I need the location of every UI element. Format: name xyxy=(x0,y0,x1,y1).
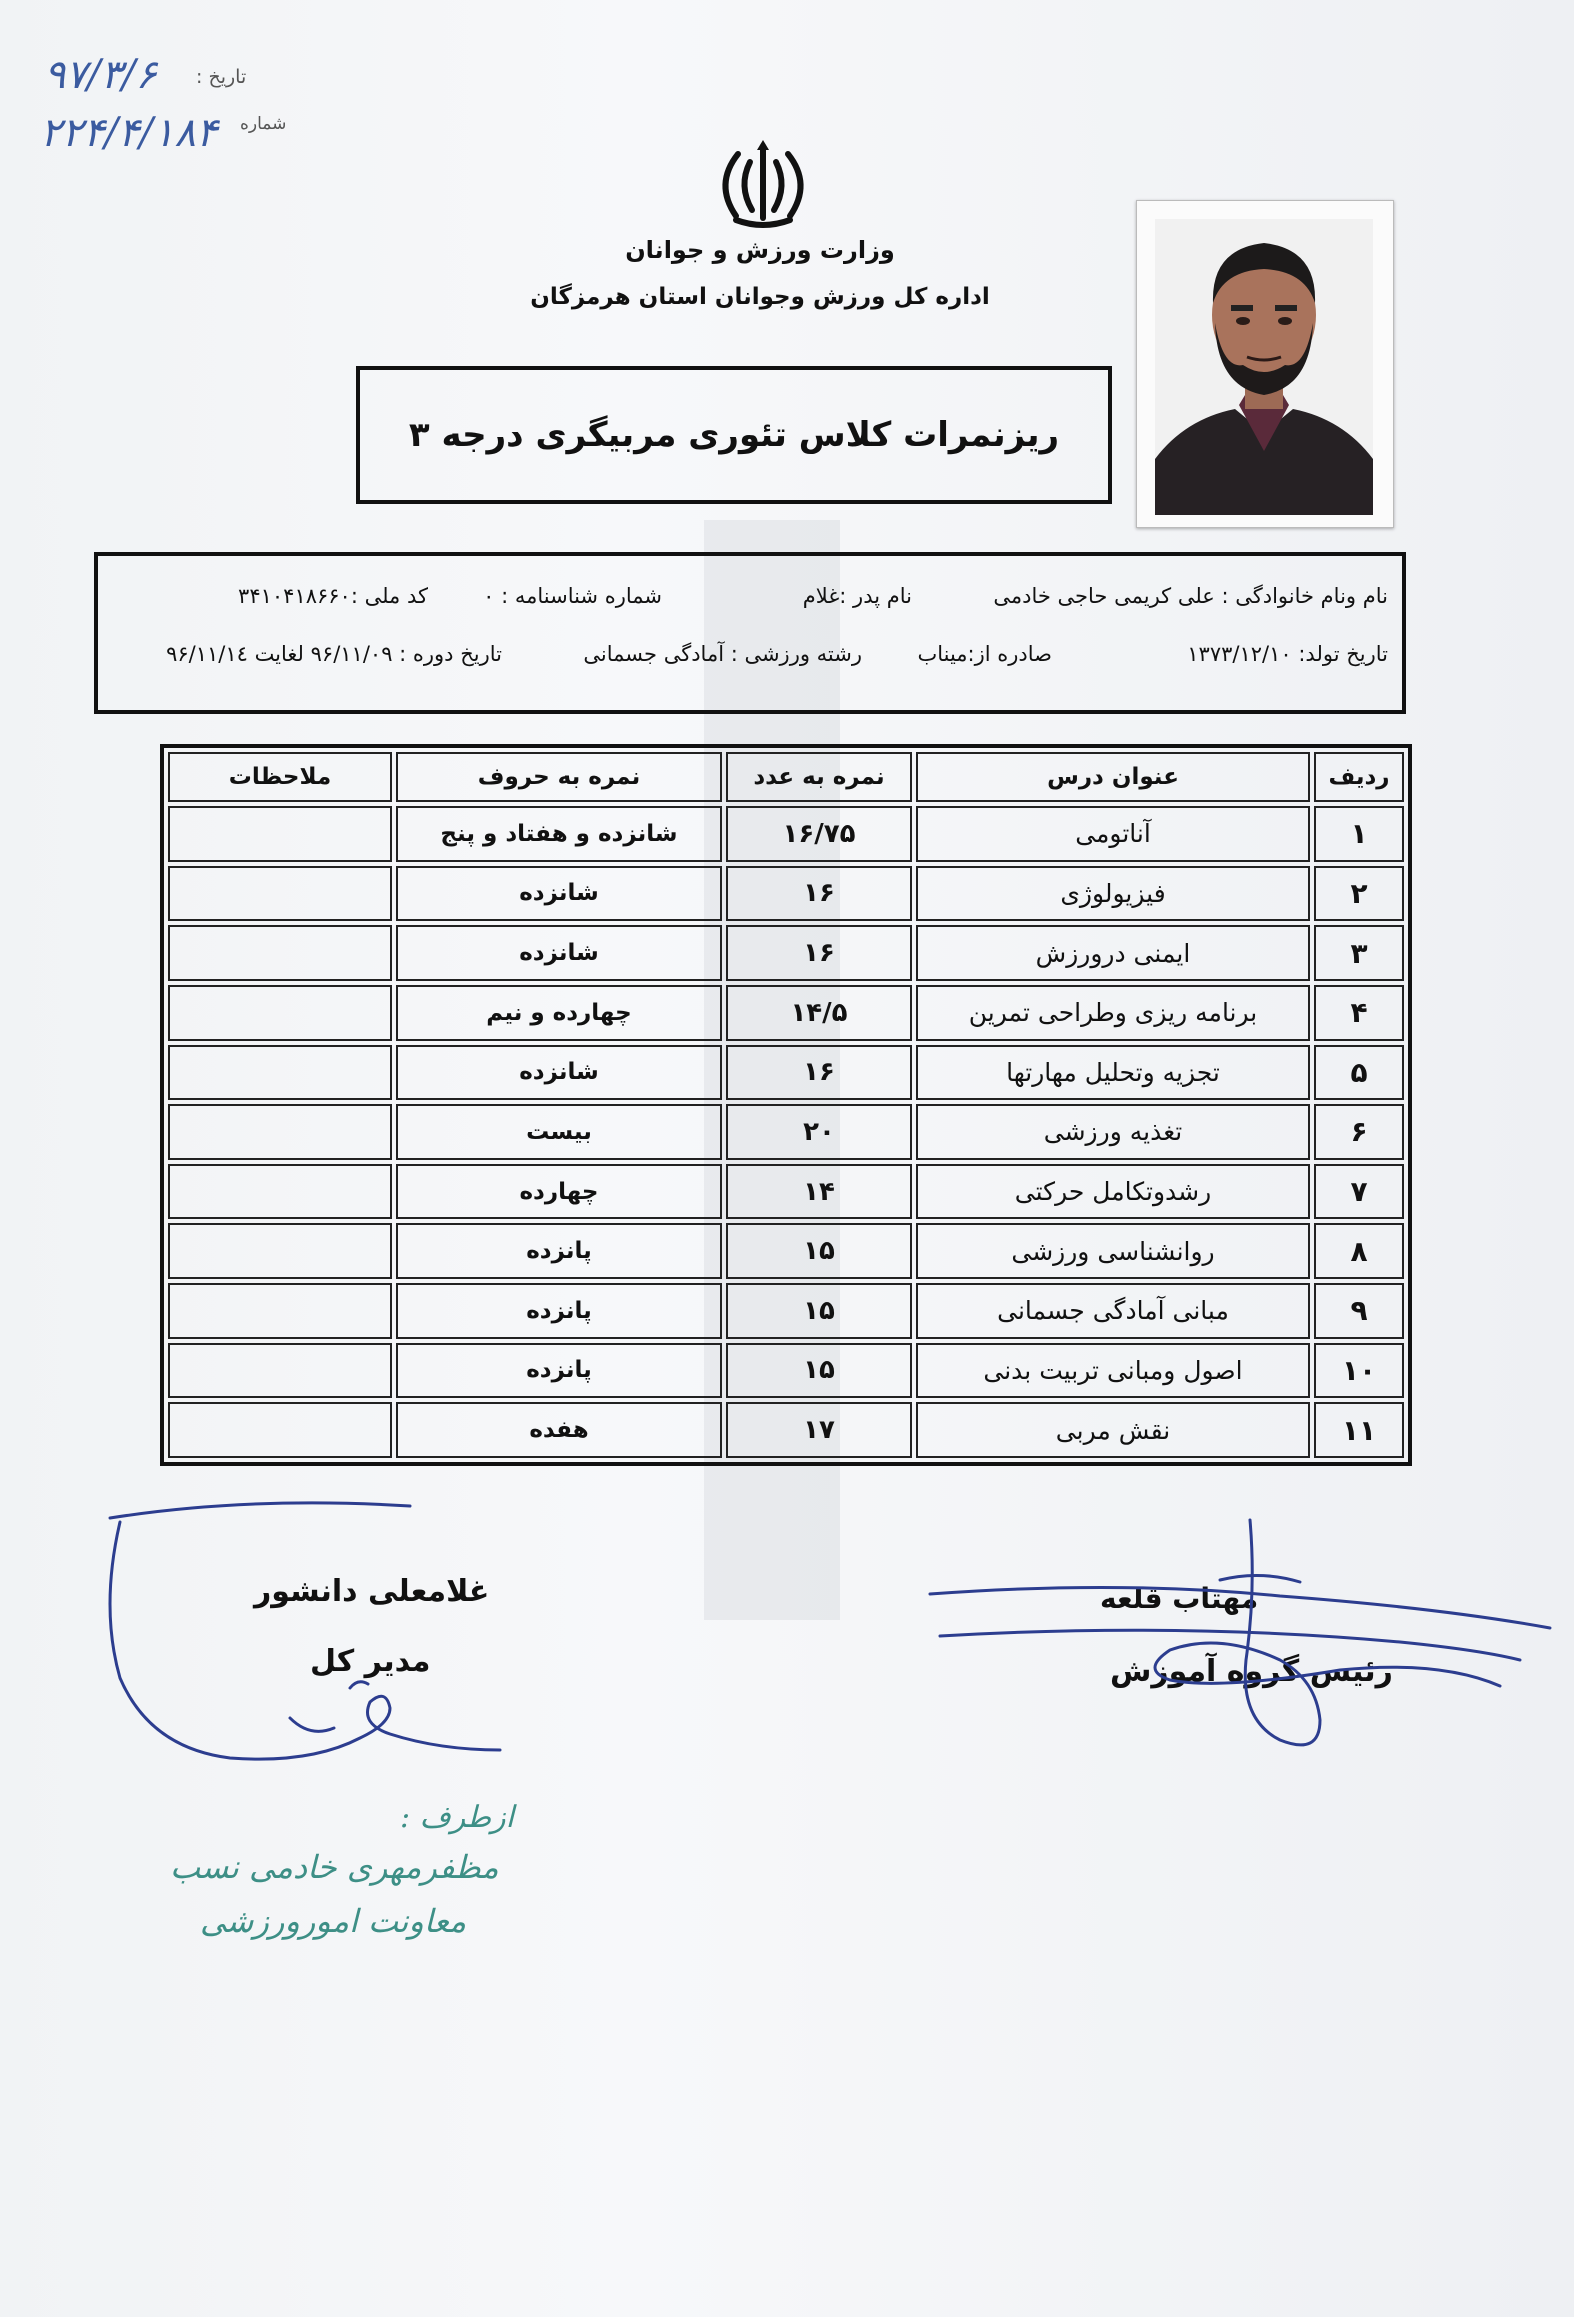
row-number-cell: ۵ xyxy=(1314,1045,1404,1101)
grade-number-cell: ۱۵ xyxy=(726,1283,912,1339)
grade-words-cell: شانزده xyxy=(396,925,722,981)
grade-number-cell: ۱۷ xyxy=(726,1402,912,1458)
table-row xyxy=(168,1164,1404,1220)
grade-number-cell: ۱۵ xyxy=(726,1223,912,1279)
subject-cell: تغذیه ورزشی xyxy=(916,1104,1310,1160)
sport-field: رشته ورزشی : آمادگی جسمانی xyxy=(583,642,862,666)
handnote-line-2: مظفرمهری خادمی نسب xyxy=(170,1848,499,1886)
table-row xyxy=(168,1104,1404,1160)
left-signature-icon xyxy=(90,1488,530,1788)
notes-cell xyxy=(168,866,392,922)
number-label: شماره xyxy=(240,114,287,134)
notes-cell xyxy=(168,985,392,1041)
table-row xyxy=(168,1283,1404,1339)
table-row xyxy=(168,1343,1404,1399)
left-signer-title: مدیر کل xyxy=(310,1644,431,1679)
table-header-row xyxy=(168,752,1404,802)
id-number: شماره شناسنامه : ۰ xyxy=(483,584,662,608)
row-number-cell: ۱۰ xyxy=(1314,1343,1404,1399)
notes-cell xyxy=(168,925,392,981)
grade-words-cell: پانزده xyxy=(396,1223,722,1279)
grade-number-cell: ۱۶ xyxy=(726,1045,912,1101)
subject-cell: فیزیولوژی xyxy=(916,866,1310,922)
subject-cell: مبانی آمادگی جسمانی xyxy=(916,1283,1310,1339)
header-subject: عنوان درس xyxy=(916,752,1310,802)
subject-cell: اصول ومبانی تربیت بدنی xyxy=(916,1343,1310,1399)
document-title: ریزنمرات کلاس تئوری مربیگری درجه ۳ xyxy=(356,366,1112,504)
table-row xyxy=(168,1223,1404,1279)
student-info-box xyxy=(94,552,1406,714)
grade-words-cell: شانزده و هفتاد و پنج xyxy=(396,806,722,862)
handnote-line-1: ازطرف : xyxy=(400,1800,514,1835)
header-row-number: ردیف xyxy=(1314,752,1404,802)
date-value: ۹۷/۳/۶ xyxy=(44,52,157,98)
date-label: تاریخ : xyxy=(196,66,247,88)
grade-number-cell: ۱۵ xyxy=(726,1343,912,1399)
subject-cell: رشدوتکامل حرکتی xyxy=(916,1164,1310,1220)
grade-words-cell: شانزده xyxy=(396,866,722,922)
grade-words-cell: چهارده xyxy=(396,1164,722,1220)
notes-cell xyxy=(168,1402,392,1458)
table-row xyxy=(168,806,1404,862)
row-number-cell: ۹ xyxy=(1314,1283,1404,1339)
notes-cell xyxy=(168,1223,392,1279)
grade-words-cell: هفده xyxy=(396,1402,722,1458)
grade-words-cell: چهارده و نیم xyxy=(396,985,722,1041)
row-number-cell: ۶ xyxy=(1314,1104,1404,1160)
notes-cell xyxy=(168,806,392,862)
row-number-cell: ۸ xyxy=(1314,1223,1404,1279)
grade-number-cell: ۱۴/۵ xyxy=(726,985,912,1041)
iran-emblem-icon xyxy=(708,134,818,234)
subject-cell: برنامه ریزی وطراحی تمرین xyxy=(916,985,1310,1041)
row-number-cell: ۷ xyxy=(1314,1164,1404,1220)
birth-date: تاریخ تولد: ۱۳۷۳/۱۲/۱۰ xyxy=(1187,642,1388,666)
header-notes: ملاحظات xyxy=(168,752,392,802)
notes-cell xyxy=(168,1164,392,1220)
subject-cell: نقش مربی xyxy=(916,1402,1310,1458)
grade-words-cell: شانزده xyxy=(396,1045,722,1101)
person-portrait-icon xyxy=(1155,219,1373,515)
grade-words-cell: پانزده xyxy=(396,1283,722,1339)
grade-number-cell: ۱۴ xyxy=(726,1164,912,1220)
grades-table xyxy=(160,744,1412,1466)
row-number-cell: ۱۱ xyxy=(1314,1402,1404,1458)
table-row xyxy=(168,925,1404,981)
office-name: اداره کل ورزش وجوانان استان هرمزگان xyxy=(530,284,990,310)
ministry-name: وزارت ورزش و جوانان xyxy=(625,236,895,264)
grade-number-cell: ۲۰ xyxy=(726,1104,912,1160)
table-row xyxy=(168,985,1404,1041)
grade-number-cell: ۱۶ xyxy=(726,866,912,922)
right-signer-title: رئیس گروه آموزش xyxy=(1110,1654,1393,1689)
notes-cell xyxy=(168,1343,392,1399)
header-grade-words: نمره به حروف xyxy=(396,752,722,802)
right-signer-name: مهتاب قلعه xyxy=(1100,1582,1259,1615)
notes-cell xyxy=(168,1104,392,1160)
number-value: ۲۲۴/۴/۱۸۴ xyxy=(40,110,218,156)
table-row xyxy=(168,1045,1404,1101)
profile-photo xyxy=(1136,200,1394,528)
handnote-line-3: معاونت امورورزشی xyxy=(200,1902,467,1940)
row-number-cell: ۲ xyxy=(1314,866,1404,922)
father-name: نام پدر :غلام xyxy=(802,584,912,608)
subject-cell: ایمنی درورزش xyxy=(916,925,1310,981)
full-name: نام ونام خانوادگی : علی کریمی حاجی خادمی xyxy=(993,584,1388,608)
notes-cell xyxy=(168,1045,392,1101)
subject-cell: روانشناسی ورزشی xyxy=(916,1223,1310,1279)
right-signature-icon xyxy=(920,1510,1560,1780)
notes-cell xyxy=(168,1283,392,1339)
issued-from: صادره از:میناب xyxy=(917,642,1052,666)
subject-cell: آناتومی xyxy=(916,806,1310,862)
row-number-cell: ۳ xyxy=(1314,925,1404,981)
table-row xyxy=(168,1402,1404,1458)
national-code: کد ملی :۳۴۱۰۴۱۸۶۶۰ xyxy=(238,584,428,608)
grade-number-cell: ۱۶/۷۵ xyxy=(726,806,912,862)
left-signer-name: غلامعلی دانشور xyxy=(254,1574,490,1609)
row-number-cell: ۴ xyxy=(1314,985,1404,1041)
header-grade-number: نمره به عدد xyxy=(726,752,912,802)
course-dates: تاریخ دوره : ۹۶/۱۱/۰۹ لغایت ۹۶/۱۱/۱٤ xyxy=(166,642,502,666)
grade-words-cell: پانزده xyxy=(396,1343,722,1399)
table-row xyxy=(168,866,1404,922)
grade-words-cell: بیست xyxy=(396,1104,722,1160)
row-number-cell: ۱ xyxy=(1314,806,1404,862)
grade-number-cell: ۱۶ xyxy=(726,925,912,981)
subject-cell: تجزیه وتحلیل مهارتها xyxy=(916,1045,1310,1101)
